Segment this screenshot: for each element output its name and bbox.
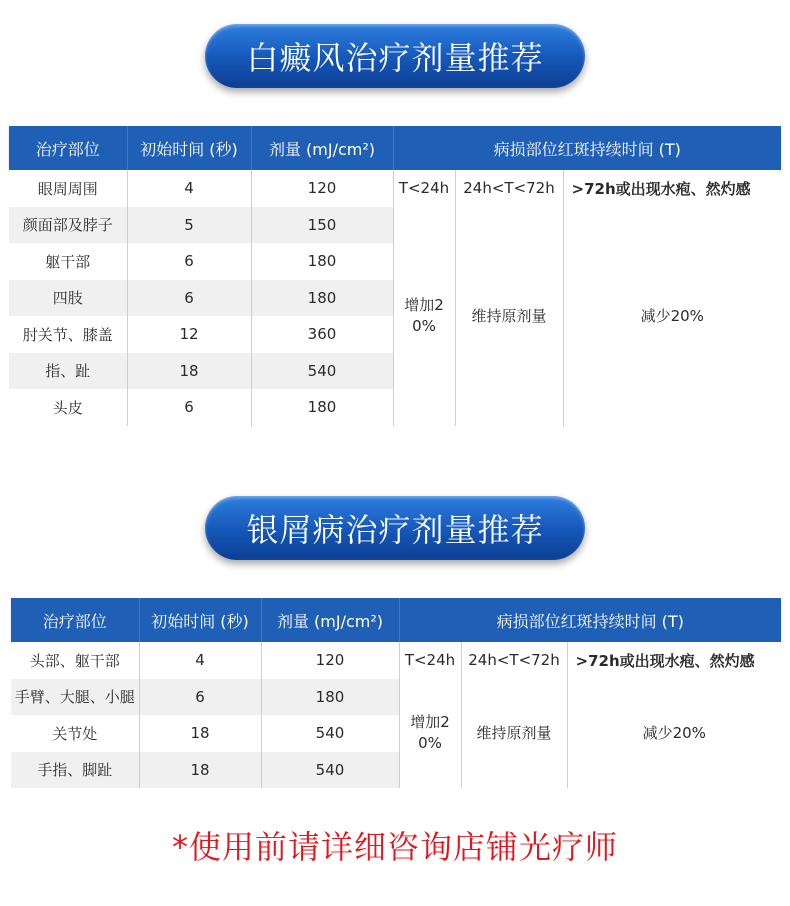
subheader-lt24: T<24h <box>393 170 455 207</box>
header-dose: 剂量 (mJ/cm²) <box>261 598 399 642</box>
table-row <box>9 170 781 207</box>
table-header-row <box>11 598 781 642</box>
advice-decrease: 减少20% <box>567 679 781 789</box>
vitiligo-dosage-table <box>9 126 781 426</box>
cell-site: 头部、躯干部 <box>11 642 139 679</box>
psoriasis-title-banner <box>205 496 585 560</box>
vitiligo-title-banner <box>205 24 585 88</box>
cell-site: 颜面部及脖子 <box>9 207 127 244</box>
psoriasis-dosage-table <box>11 598 781 788</box>
header-time: 初始时间 (秒) <box>127 126 251 170</box>
table-header-row <box>9 126 781 170</box>
cell-site: 手指、脚趾 <box>11 752 139 789</box>
header-site: 治疗部位 <box>9 126 127 170</box>
cell-site: 指、趾 <box>9 353 127 390</box>
cell-time: 18 <box>127 353 251 390</box>
cell-site: 关节处 <box>11 715 139 752</box>
cell-dose: 120 <box>261 642 399 679</box>
subheader-lt24: T<24h <box>399 642 461 679</box>
advice-increase: 增加20% <box>393 207 455 426</box>
cell-site: 肘关节、膝盖 <box>9 316 127 353</box>
cell-site: 眼周周围 <box>9 170 127 207</box>
cell-time: 4 <box>127 170 251 207</box>
cell-time: 6 <box>127 280 251 317</box>
cell-dose: 540 <box>261 752 399 789</box>
table-row <box>11 679 781 716</box>
subheader-gt72: >72h或出现水疱、然灼感 <box>567 642 781 679</box>
vitiligo-title: 白癜风治疗剂量推荐 <box>246 39 544 77</box>
cell-time: 4 <box>139 642 261 679</box>
cell-time: 18 <box>139 715 261 752</box>
cell-time: 6 <box>139 679 261 716</box>
cell-dose: 120 <box>251 170 393 207</box>
header-erythema: 病损部位红斑持续时间 (T) <box>399 598 781 642</box>
subheader-24-72: 24h<T<72h <box>455 170 563 207</box>
header-dose: 剂量 (mJ/cm²) <box>251 126 393 170</box>
cell-site: 手臂、大腿、小腿 <box>11 679 139 716</box>
cell-dose: 180 <box>261 679 399 716</box>
header-time: 初始时间 (秒) <box>139 598 261 642</box>
cell-dose: 180 <box>251 389 393 426</box>
subheader-24-72: 24h<T<72h <box>461 642 567 679</box>
table-row <box>11 642 781 679</box>
cell-time: 12 <box>127 316 251 353</box>
subheader-gt72: >72h或出现水疱、然灼感 <box>563 170 781 207</box>
cell-dose: 540 <box>261 715 399 752</box>
header-erythema: 病损部位红斑持续时间 (T) <box>393 126 781 170</box>
advice-keep: 维持原剂量 <box>461 679 567 789</box>
cell-dose: 180 <box>251 280 393 317</box>
cell-site: 躯干部 <box>9 243 127 280</box>
advice-decrease: 减少20% <box>563 207 781 426</box>
advice-keep: 维持原剂量 <box>455 207 563 426</box>
header-site: 治疗部位 <box>11 598 139 642</box>
cell-dose: 360 <box>251 316 393 353</box>
table-row <box>9 207 781 244</box>
cell-time: 6 <box>127 243 251 280</box>
cell-time: 5 <box>127 207 251 244</box>
usage-notice: *使用前请详细咨询店铺光疗师 <box>171 828 618 866</box>
psoriasis-title: 银屑病治疗剂量推荐 <box>246 511 544 549</box>
cell-site: 四肢 <box>9 280 127 317</box>
cell-time: 18 <box>139 752 261 789</box>
cell-dose: 180 <box>251 243 393 280</box>
advice-increase: 增加20% <box>399 679 461 789</box>
cell-dose: 150 <box>251 207 393 244</box>
cell-time: 6 <box>127 389 251 426</box>
cell-site: 头皮 <box>9 389 127 426</box>
cell-dose: 540 <box>251 353 393 390</box>
